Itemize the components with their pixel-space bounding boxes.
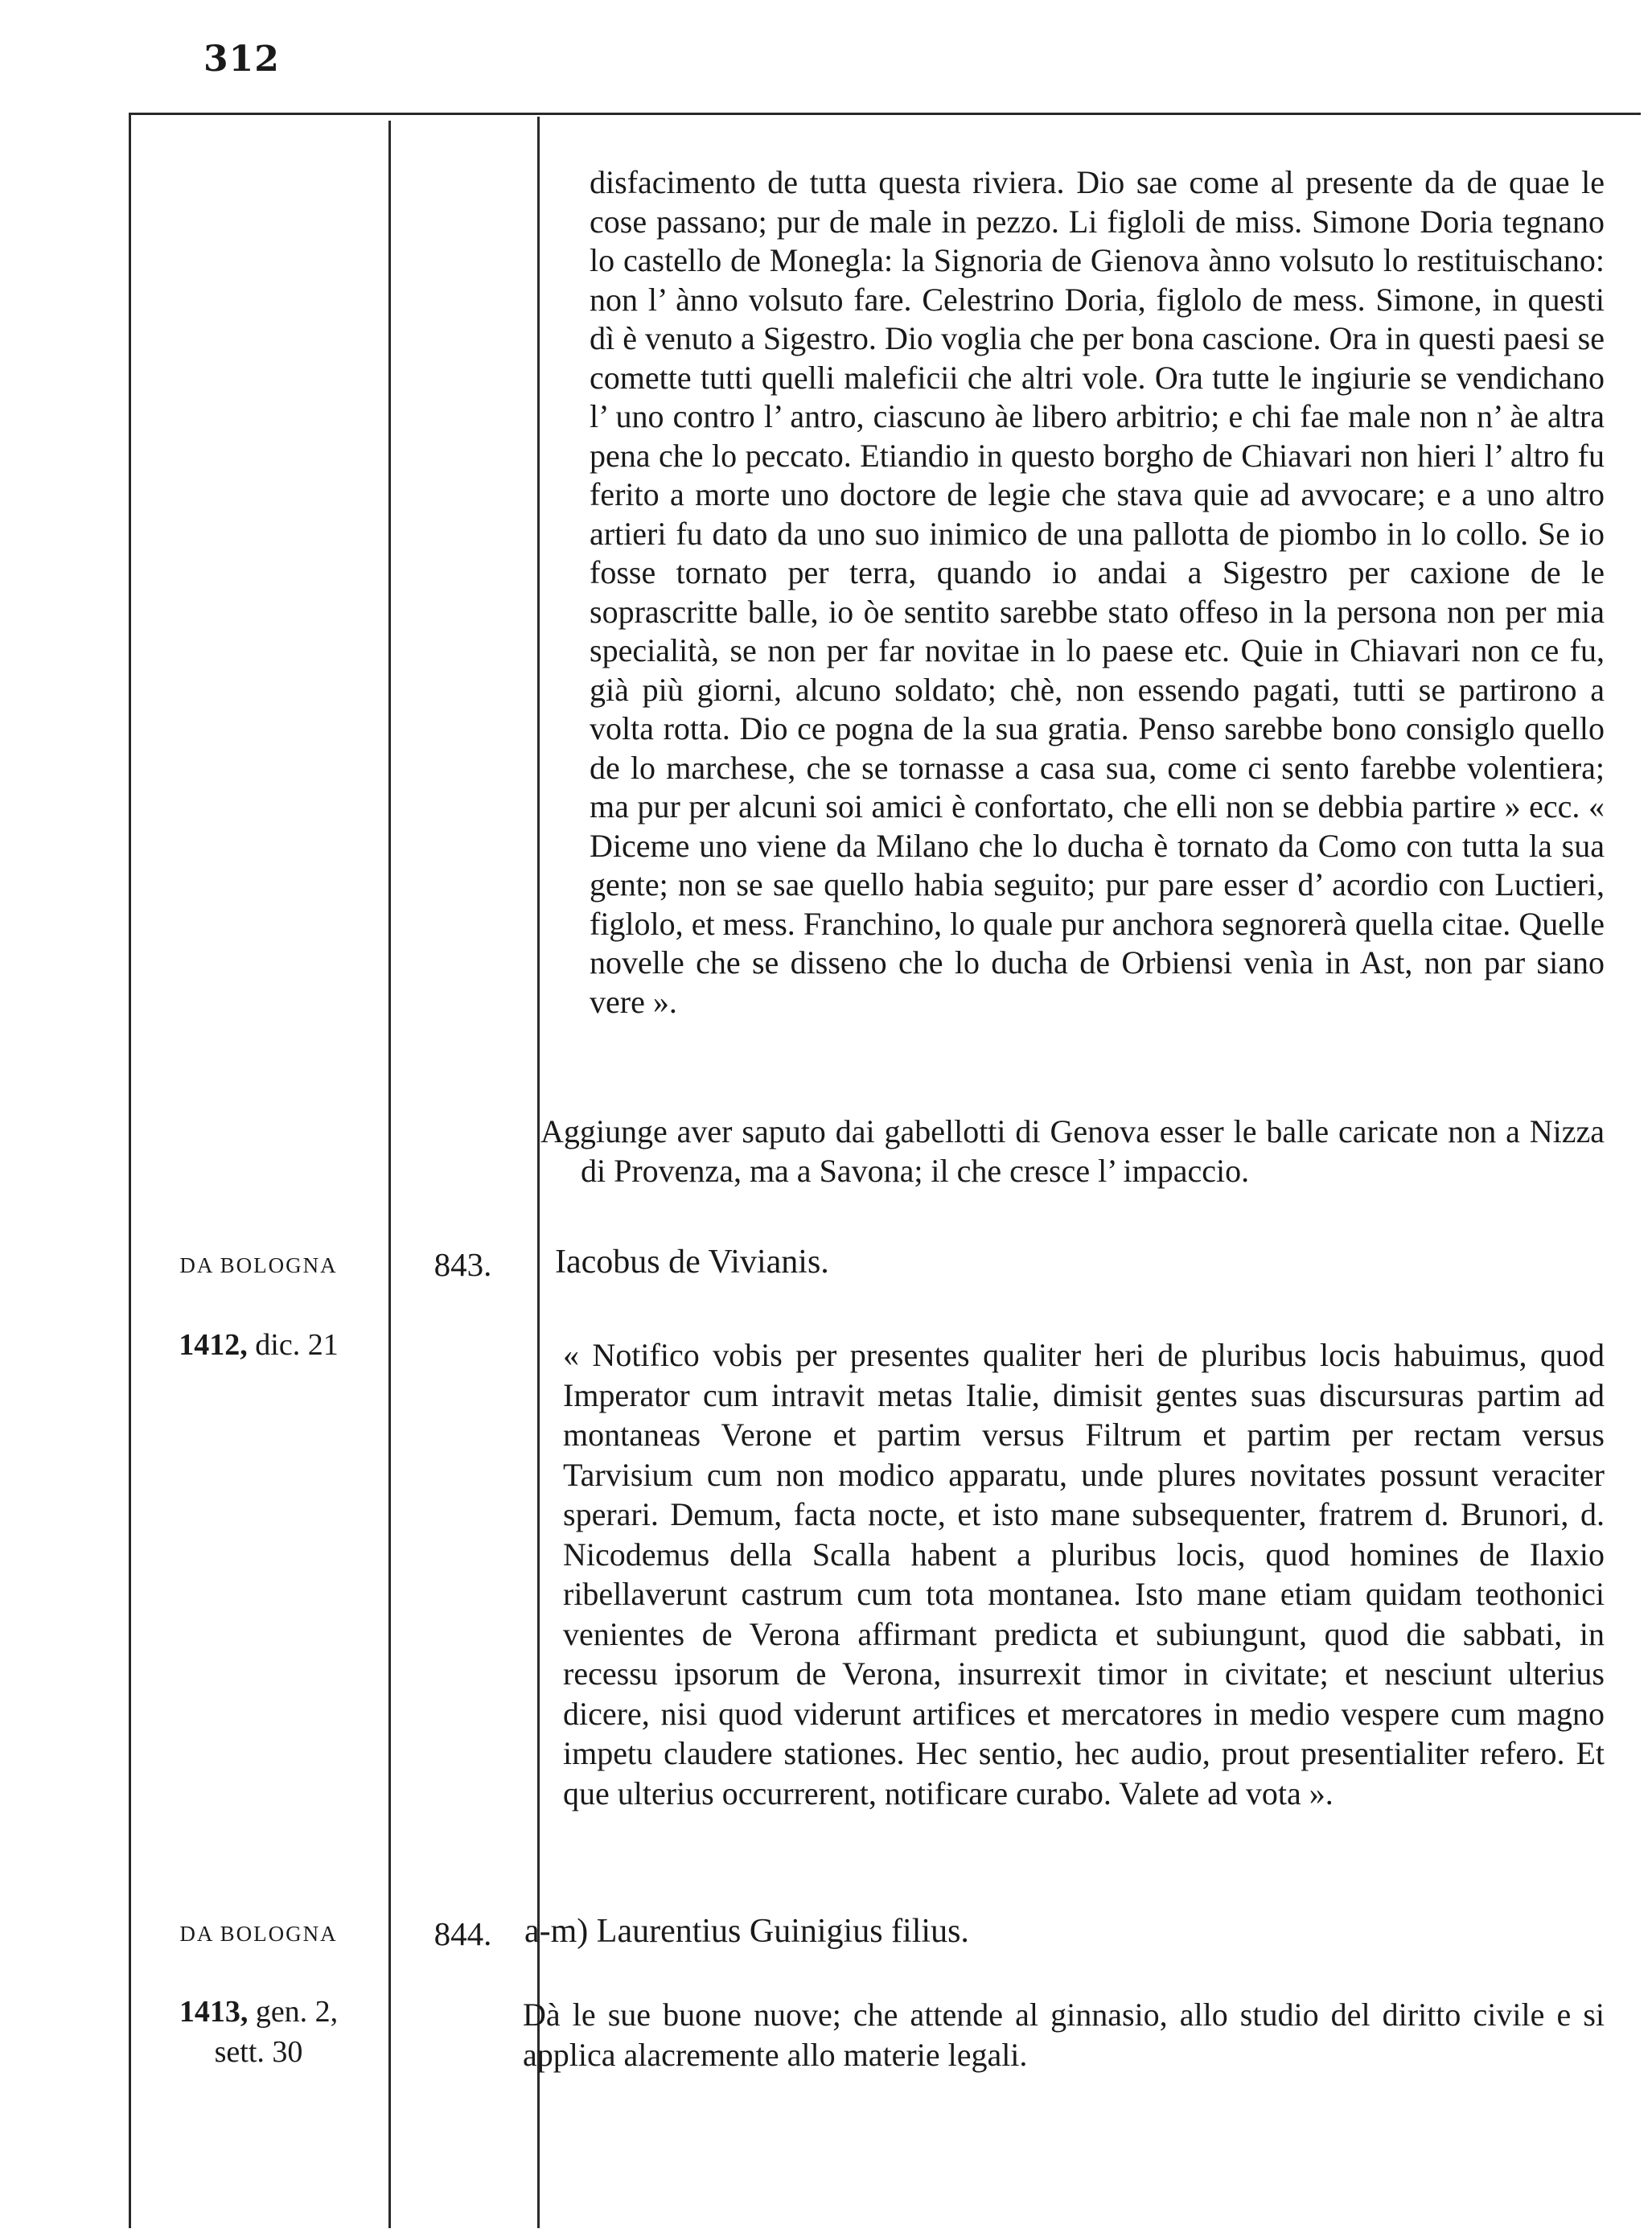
entry-844-day-2: sett. 30 xyxy=(214,2035,303,2069)
entry-843-day: dic. 21 xyxy=(255,1328,339,1362)
entry-844-origin: DA BOLOGNA xyxy=(179,1922,338,1946)
column-rule-left xyxy=(129,113,131,2228)
entry-843-origin: DA BOLOGNA xyxy=(179,1253,338,1277)
entry-844-day: gen. 2, xyxy=(255,1995,339,2029)
entry-843-date xyxy=(129,1325,388,1365)
page-number: 312 xyxy=(203,39,280,80)
entry-844-year: 1413, xyxy=(179,1995,249,2029)
continued-letter-quote: disfacimento de tutta questa riviera. Dio sae come al presente da de quae le cose passano; pur de male in pezzo. Li figloli de miss. Simone Doria tegnano lo castello de Monegla: la Signoria de Gienova ànno volsuto lo restituischano: non l’ ànno volsuto fare. Celestrino Doria, figlolo de mess. Simone, in questi dì è venuto a Sigestro. Dio voglia che per bona cascione. Ora in questi paesi se comette tutti quelli maleficii che altri vole. Ora tutte le ingiurie se vendichano l’ uno contro l’ antro, ciascuno àe libero arbitrio; e chi fae male non n’ àe altra pena che lo peccato. Etiandio in questo borgho de Chiavari non hieri l’ altro fu ferito a morte uno doctore de legie che stava quie ad avvocare; e a uno altro artieri fu dato da uno suo inimico de una pallotta de piombo in lo collo. Se io fosse tornato per terra, quando io andai a Sigestro per caxione de le soprascritte balle, io òe sentito sarebbe stato offeso in la persona non per mia specialità, se non per far novitae in lo paese etc. Quie in Chiavari non ce fu, già più giorni, alcuno soldato; chè, non essendo pagati, tutti se partirono a volta rotta. Dio ce pogna de la sua gratia. Penso sarebbe bono consiglo quello de lo marchese, che se tornasse a casa sua, come ci sento farebbe volentiera; ma pur per alcuni soi amici è confortato, che elli non se debbia partire » ecc. « Diceme uno viene da Milano che lo ducha è tornato da Como con tutta la sua gente; non se sae quello habia seguito; pur pare esser d’ acordio con Luctieri, figlolo, et mess. Franchino, lo quale pur anchora segnorerà quella citae. Quelle novelle che se disseno che lo ducha de Orbiensi venìa in Ast, non par siano vere ». xyxy=(590,164,1605,1020)
entry-843-year: 1412, xyxy=(179,1328,248,1362)
column-rule-middle xyxy=(388,121,391,2228)
entry-844-text: Dà le sue buone nuove; che attende al ginnasio, allo studio del diritto civile e si applica alacremente allo materie legali. xyxy=(523,1996,1605,2073)
top-rule xyxy=(129,113,1641,115)
entry-844-sender: a-m) Laurentius Guinigius filius. xyxy=(524,1913,969,1950)
entry-843-sender: Iacobus de Vivianis. xyxy=(555,1244,829,1281)
continued-letter-note: Aggiunge aver saputo dai gabellotti di Genova esser le balle caricate non a Nizza di Provenza, ma a Savona; il che cresce l’ impaccio. xyxy=(540,1113,1605,1189)
entry-844-number: 844. xyxy=(434,1915,492,1952)
entry-843-text: « Notifico vobis per presentes qualiter heri de pluribus locis habuimus, quod Imperator cum intravit metas Italie, dimisit gentes suas discursuras partim ad montaneas Verone et partim versus Filtrum et partim per rectam versus Tarvisium cum non modico apparatu, unde plures novitates possunt veraciter sperari. Demum, facta nocte, et isto mane subsequenter, fratrem d. Brunori, d. Nicodemus della Scalla habent a pluribus locis, quod homines de Ilaxio ribellaverunt castrum cum tota montanea. Isto mane etiam quidam teothonici venientes de Verona affirmant predicta et subiungunt, quod die sabbati, in recessu ipsorum de Verona, insurrexit timor in civitate; et nesciunt ulterius dicere, nisi quod viderunt artifices et mercatores in medio vespere cum magno impetu claudere stationes. Hec sentio, hec audio, prout presentialiter refero. Et que ulterius occurrerent, notificare curabo. Valete ad vota ». xyxy=(563,1337,1605,1811)
entry-844-date xyxy=(129,1992,388,2072)
entry-843-number: 843. xyxy=(434,1246,492,1283)
